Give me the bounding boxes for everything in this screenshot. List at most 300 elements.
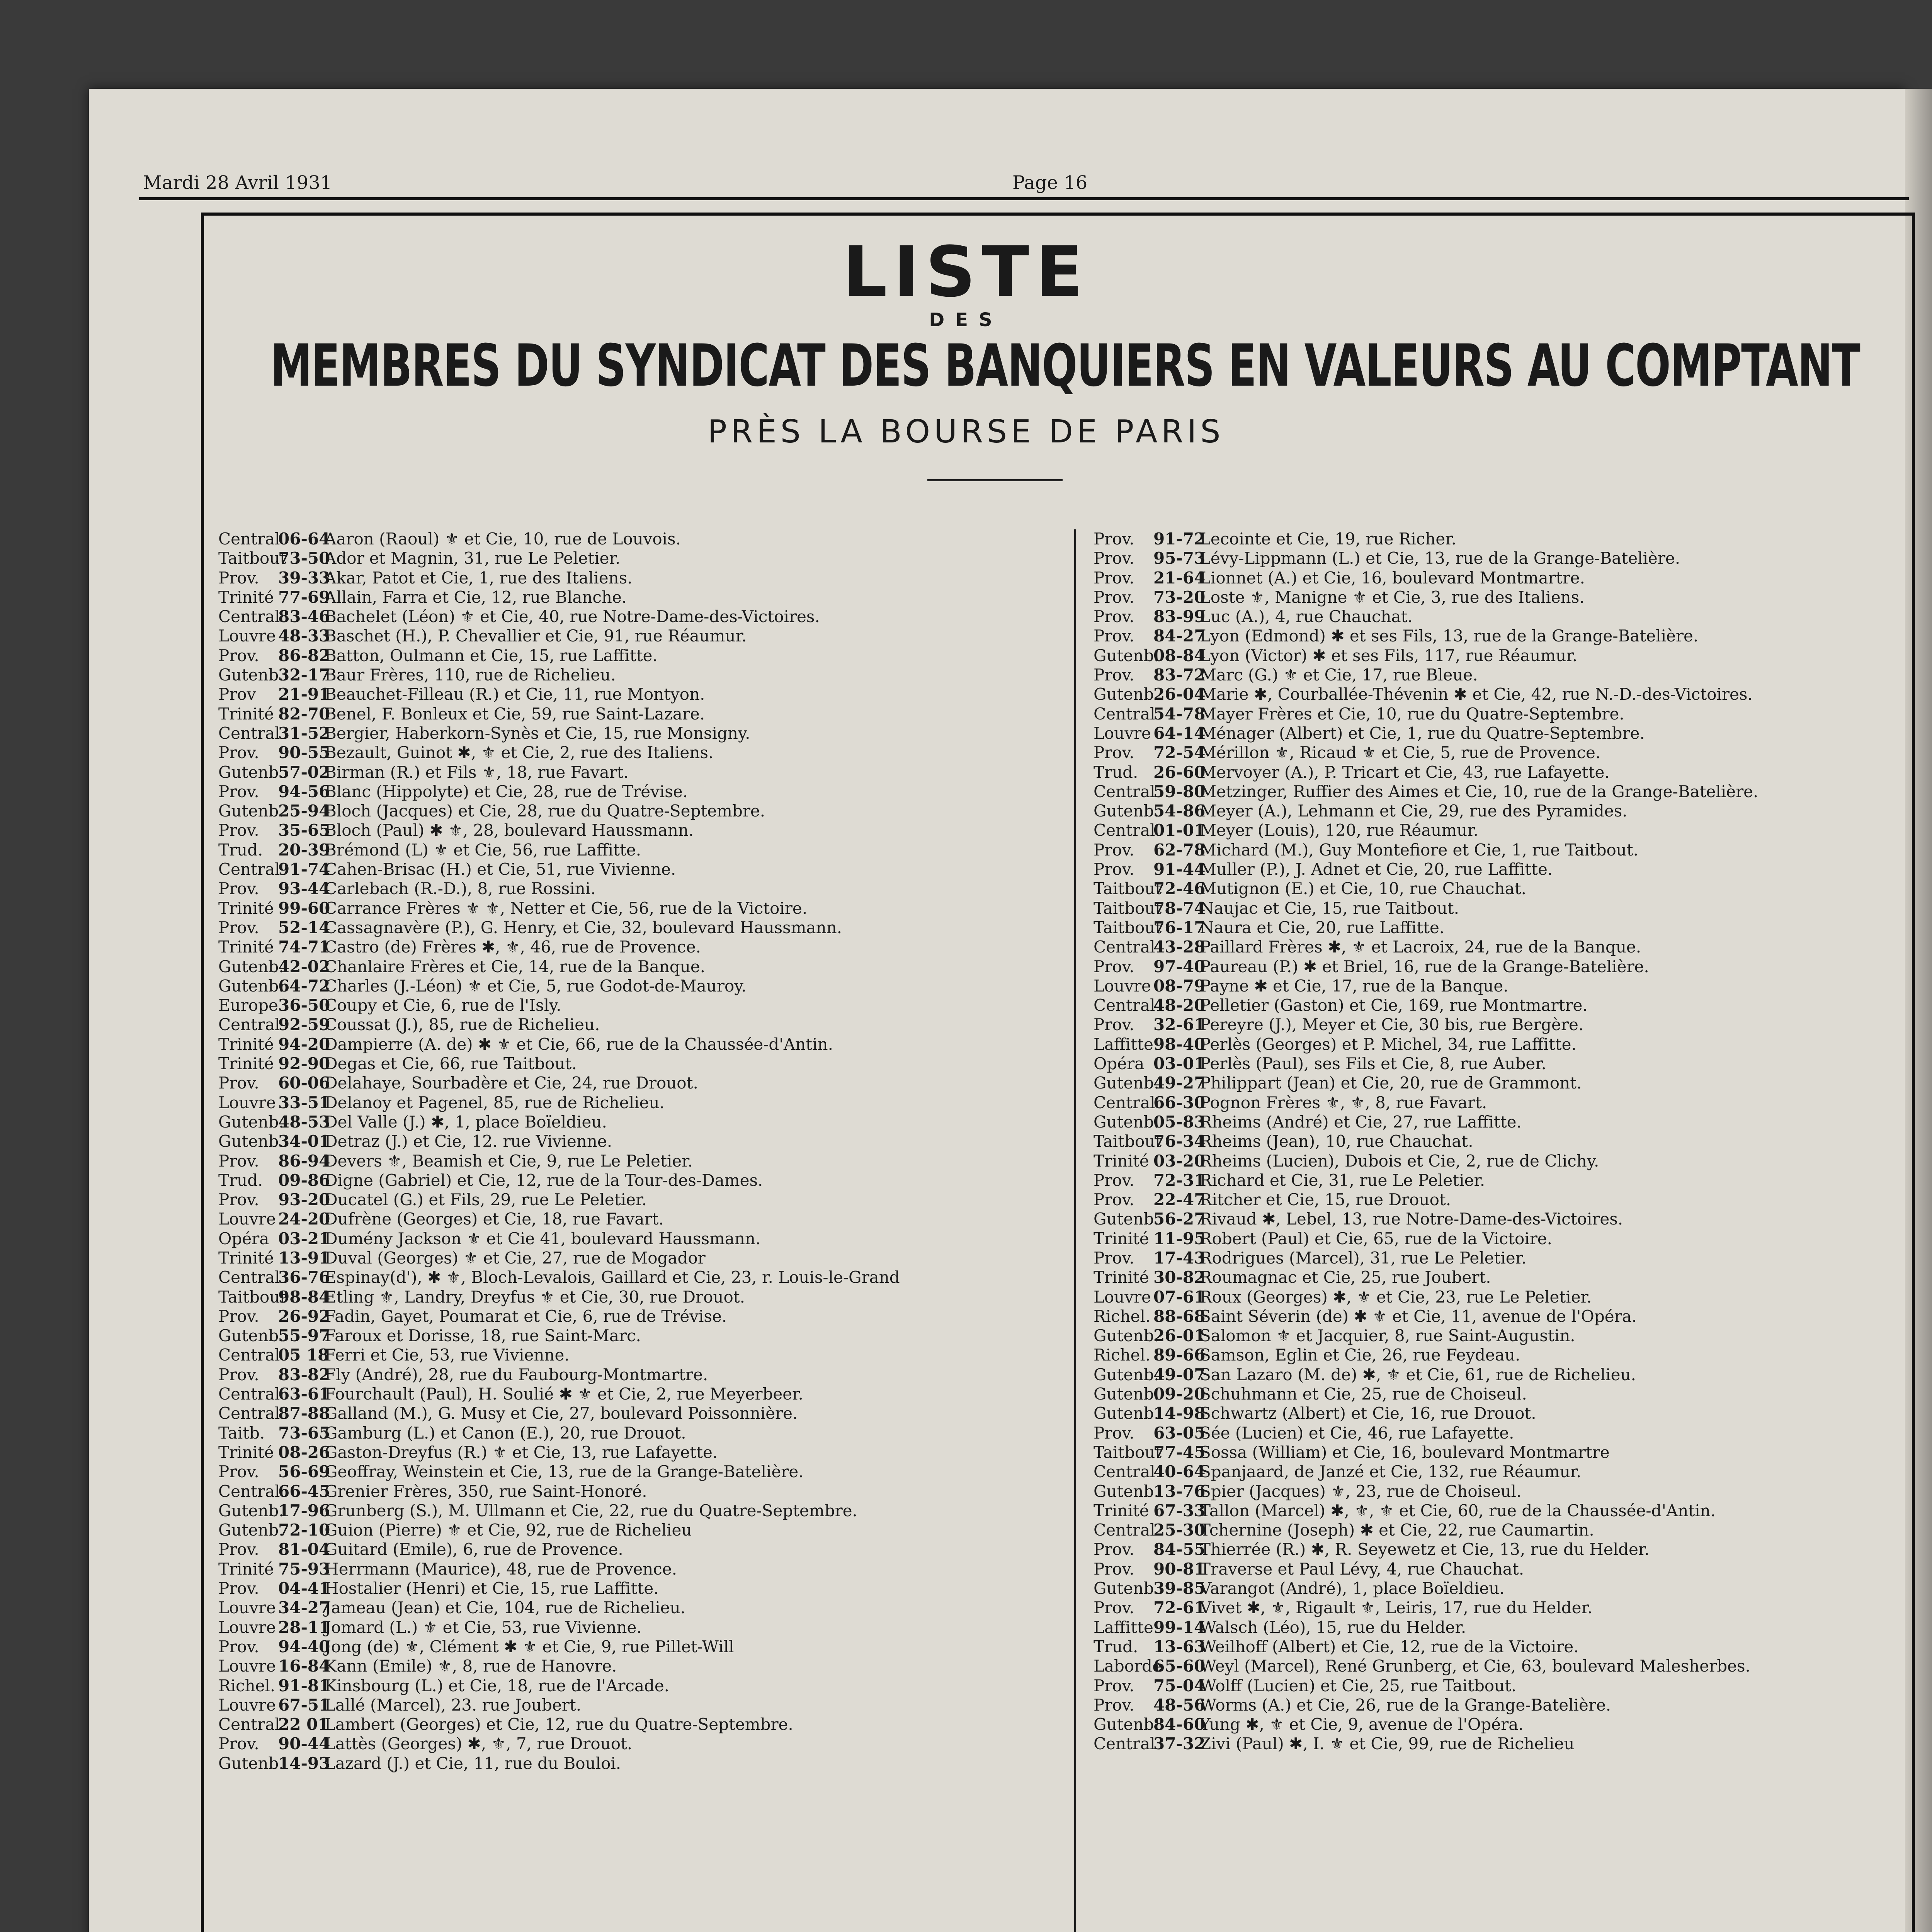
exchange-name: Taitbout [218, 549, 287, 568]
member-row [218, 1171, 900, 1190]
phone-number: 83-82 [278, 1365, 330, 1384]
member-entry: Spier (Jacques) ⚜, 23, rue de Choiseul. [1200, 1481, 1522, 1501]
member-row [218, 1501, 900, 1520]
phone-number: 57-02 [278, 762, 330, 782]
member-entry: Jong (de) ⚜, Clément ✱ ⚜ et Cie, 9, rue Pillet-Will [325, 1637, 734, 1656]
member-row [1094, 1287, 1758, 1307]
member-row [1094, 1482, 1758, 1501]
member-entry: Philippart (Jean) et Cie, 20, rue de Grammont. [1200, 1073, 1582, 1093]
member-entry: Espinay(d'), ✱ ⚜, Bloch-Levalois, Gaillard et Cie, 23, r. Louis-le-Grand [325, 1268, 900, 1287]
phone-number: 13-63 [1153, 1637, 1206, 1656]
member-entry: Kann (Emile) ⚜, 8, rue de Hanovre. [325, 1656, 617, 1676]
member-entry: Walsch (Léo), 15, rue du Helder. [1200, 1617, 1466, 1637]
member-row [1094, 529, 1758, 549]
member-entry: Yung ✱, ⚜ et Cie, 9, avenue de l'Opéra. [1200, 1715, 1524, 1734]
member-entry: Coupy et Cie, 6, rue de l'Isly. [325, 996, 561, 1015]
exchange-name: Prov. [218, 1637, 259, 1656]
member-row [218, 879, 900, 898]
exchange-name: Prov. [1094, 568, 1134, 587]
exchange-name: Opéra [1094, 1054, 1145, 1073]
member-entry: Fourchault (Paul), H. Soulié ✱ ⚜ et Cie, 2, rue Meyerbeer. [325, 1384, 803, 1404]
exchange-name: Prov. [218, 1306, 259, 1326]
member-row [218, 724, 900, 743]
exchange-name: Prov. [218, 646, 259, 665]
member-entry: Cassagnavère (P.), G. Henry, et Cie, 32, boulevard Haussmann. [325, 918, 842, 937]
member-row [1094, 1404, 1758, 1423]
member-row [218, 996, 900, 1015]
exchange-name: Prov. [218, 879, 259, 898]
phone-number: 72-61 [1153, 1598, 1206, 1617]
phone-number: 06-64 [278, 529, 330, 548]
member-entry: Digne (Gabriel) et Cie, 12, rue de la Tour-des-Dames. [325, 1170, 763, 1190]
column-divider [1074, 529, 1076, 1932]
member-entry: Etling ⚜, Landry, Dreyfus ⚜ et Cie, 30, rue Drouot. [325, 1287, 745, 1306]
exchange-name: Gutenb. [1094, 1365, 1159, 1384]
exchange-name: Central [218, 723, 280, 743]
phone-number: 09-86 [278, 1170, 330, 1190]
member-entry: Hostalier (Henri) et Cie, 15, rue Laffitte. [325, 1579, 659, 1598]
phone-number: 11-95 [1153, 1229, 1206, 1248]
member-row [1094, 1054, 1758, 1073]
phone-number: 17-43 [1153, 1248, 1206, 1267]
exchange-name: Richel. [1094, 1345, 1151, 1365]
member-entry: Cahen-Brisac (H.) et Cie, 51, rue Vivienne. [325, 860, 676, 879]
phone-number: 90-81 [1153, 1559, 1206, 1578]
exchange-name: Gutenb. [1094, 1715, 1159, 1734]
phone-number: 03-01 [1153, 1054, 1206, 1073]
member-row [218, 1443, 900, 1462]
member-entry: Loste ⚜, Manigne ⚜ et Cie, 3, rue des Italiens. [1200, 587, 1585, 607]
exchange-name: Opéra [218, 1229, 269, 1248]
member-entry: Brémond (L) ⚜ et Cie, 56, rue Laffitte. [325, 840, 641, 859]
member-row [1094, 879, 1758, 898]
exchange-name: Prov [218, 685, 256, 704]
exchange-name: Gutenb. [1094, 1404, 1159, 1423]
exchange-name: Central [218, 1345, 280, 1365]
members-column-right [1094, 529, 1758, 1754]
phone-number: 24-20 [278, 1209, 330, 1229]
member-entry: Mayer Frères et Cie, 10, rue du Quatre-Septembre. [1200, 704, 1624, 723]
member-row [1094, 763, 1758, 782]
phone-number: 35-65 [278, 821, 330, 840]
phone-number: 77-69 [278, 587, 330, 607]
member-row [1094, 1248, 1758, 1268]
member-entry: Metzinger, Ruffier des Aimes et Cie, 10, rue de la Grange-Batelière. [1200, 782, 1759, 801]
member-row [218, 801, 900, 821]
exchange-name: Gutenb. [218, 1520, 284, 1540]
phone-number: 72-54 [1153, 743, 1206, 762]
member-row [218, 1540, 900, 1559]
exchange-name: Trinité [218, 1054, 274, 1073]
phone-number: 48-56 [1153, 1695, 1206, 1714]
member-entry: Spanjaard, de Janzé et Cie, 132, rue Réaumur. [1200, 1462, 1582, 1481]
phone-number: 72-46 [1153, 879, 1206, 898]
phone-number: 01-01 [1153, 821, 1206, 840]
exchange-name: Central [1094, 1093, 1155, 1112]
phone-number: 75-04 [1153, 1676, 1206, 1695]
member-entry: Roumagnac et Cie, 25, rue Joubert. [1200, 1268, 1491, 1287]
exchange-name: Gutenb. [1094, 1384, 1159, 1404]
exchange-name: Gutenb. [218, 665, 284, 685]
phone-number: 94-40 [278, 1637, 330, 1656]
member-entry: Lyon (Victor) ✱ et ses Fils, 117, rue Réaumur. [1200, 646, 1578, 665]
member-row [1094, 1696, 1758, 1715]
exchange-name: Trinité [1094, 1268, 1149, 1287]
phone-number: 08-84 [1153, 646, 1206, 665]
member-row [218, 1384, 900, 1404]
member-entry: Rodrigues (Marcel), 31, rue Le Peletier. [1200, 1248, 1527, 1267]
member-row [1094, 801, 1758, 821]
phone-number: 22 01 [278, 1715, 329, 1734]
phone-number: 90-44 [278, 1734, 330, 1753]
phone-number: 32-61 [1153, 1015, 1206, 1034]
member-entry: Jomard (L.) ⚜ et Cie, 53, rue Vivienne. [325, 1617, 642, 1637]
member-entry: Michard (M.), Guy Montefiore et Cie, 1, rue Taitbout. [1200, 840, 1639, 859]
member-entry: Saint Séverin (de) ✱ ⚜ et Cie, 11, avenue de l'Opéra. [1200, 1306, 1637, 1326]
exchange-name: Gutenb. [1094, 1481, 1159, 1501]
member-row [1094, 1209, 1758, 1229]
phone-number: 98-84 [278, 1287, 330, 1306]
member-entry: Mutignon (E.) et Cie, 10, rue Chauchat. [1200, 879, 1526, 898]
member-row [1094, 1307, 1758, 1326]
member-entry: Duval (Georges) ⚜ et Cie, 27, rue de Mogador [325, 1248, 706, 1267]
exchange-name: Prov. [1094, 1559, 1134, 1578]
phone-number: 48-20 [1153, 996, 1206, 1015]
exchange-name: Taitbout [1094, 898, 1162, 918]
exchange-name: Trud. [1094, 762, 1138, 782]
member-row [218, 1734, 900, 1753]
exchange-name: Prov. [218, 821, 259, 840]
member-row [218, 1209, 900, 1229]
member-row [218, 1307, 900, 1326]
exchange-name: Prov. [1094, 957, 1134, 976]
exchange-name: Trinité [1094, 1151, 1149, 1170]
member-entry: Galland (M.), G. Musy et Cie, 27, boulevard Poissonnière. [325, 1404, 798, 1423]
member-row [218, 1054, 900, 1073]
phone-number: 78-74 [1153, 898, 1206, 918]
exchange-name: Prov. [1094, 626, 1134, 646]
exchange-name: Trinité [218, 937, 274, 957]
exchange-name: Prov. [218, 782, 259, 801]
member-entry: Rheims (André) et Cie, 27, rue Laffitte. [1200, 1112, 1522, 1131]
member-entry: Bachelet (Léon) ⚜ et Cie, 40, rue Notre-Dame-des-Victoires. [325, 607, 820, 626]
member-entry: Schuhmann et Cie, 25, rue de Choiseul. [1200, 1384, 1527, 1404]
member-row [1094, 1540, 1758, 1559]
member-entry: Jameau (Jean) et Cie, 104, rue de Richelieu. [325, 1598, 686, 1617]
phone-number: 87-88 [278, 1404, 330, 1423]
member-row [1094, 724, 1758, 743]
member-entry: Lattès (Georges) ✱, ⚜, 7, rue Drouot. [325, 1734, 633, 1753]
member-entry: Fadin, Gayet, Poumarat et Cie, 6, rue de Trévise. [325, 1306, 727, 1326]
member-entry: Weilhoff (Albert) et Cie, 12, rue de la Victoire. [1200, 1637, 1579, 1656]
exchange-name: Gutenb. [218, 957, 284, 976]
member-entry: Sée (Lucien) et Cie, 46, rue Lafayette. [1200, 1423, 1514, 1442]
phone-number: 97-40 [1153, 957, 1206, 976]
phone-number: 39-33 [278, 568, 330, 587]
exchange-name: Prov. [1094, 549, 1134, 568]
exchange-name: Prov. [218, 1579, 259, 1598]
member-entry: Marc (G.) ⚜ et Cie, 17, rue Bleue. [1200, 665, 1478, 685]
title-main: MEMBRES DU SYNDICAT DES BANQUIERS EN VALEURS AU COMPTANT [270, 332, 1860, 400]
phone-number: 49-07 [1153, 1365, 1206, 1384]
member-row [218, 1462, 900, 1481]
phone-number: 54-86 [1153, 801, 1206, 821]
member-entry: Benel, F. Bonleux et Cie, 59, rue Saint-Lazare. [325, 704, 705, 723]
member-row [218, 529, 900, 549]
phone-number: 67-33 [1153, 1501, 1206, 1520]
exchange-name: Trinité [218, 1559, 274, 1578]
phone-number: 73-20 [1153, 587, 1206, 607]
member-entry: Bergier, Haberkorn-Synès et Cie, 15, rue Monsigny. [325, 723, 750, 743]
member-entry: Salomon ⚜ et Jacquier, 8, rue Saint-Augustin. [1200, 1326, 1575, 1345]
exchange-name: Gutenb. [218, 1326, 284, 1345]
member-row [1094, 976, 1758, 996]
phone-number: 62-78 [1153, 840, 1206, 859]
phone-number: 13-91 [278, 1248, 330, 1267]
exchange-name: Taitbout [218, 1287, 287, 1306]
member-entry: Ducatel (G.) et Fils, 29, rue Le Peletier. [325, 1190, 647, 1209]
member-entry: Grenier Frères, 350, rue Saint-Honoré. [325, 1481, 647, 1501]
exchange-name: Central [1094, 1462, 1155, 1481]
member-row [218, 1326, 900, 1345]
phone-number: 88-68 [1153, 1306, 1206, 1326]
member-row [218, 957, 900, 976]
member-row [1094, 1598, 1758, 1617]
member-entry: Lévy-Lippmann (L.) et Cie, 13, rue de la Grange-Batelière. [1200, 549, 1680, 568]
phone-number: 56-69 [278, 1462, 330, 1481]
member-row [1094, 685, 1758, 704]
exchange-name: Prov. [1094, 743, 1134, 762]
exchange-name: Central [1094, 1734, 1155, 1753]
member-entry: Faroux et Dorisse, 18, rue Saint-Marc. [325, 1326, 641, 1345]
phone-number: 82-70 [278, 704, 330, 723]
exchange-name: Prov. [1094, 1190, 1134, 1209]
phone-number: 98-40 [1153, 1034, 1206, 1054]
member-entry: Geoffray, Weinstein et Cie, 13, rue de la Grange-Batelière. [325, 1462, 804, 1481]
title-liste: LISTE [843, 232, 1089, 313]
member-row [218, 1287, 900, 1307]
member-entry: Naura et Cie, 20, rue Laffitte. [1200, 918, 1445, 937]
title-des: DES [929, 309, 1003, 331]
exchange-name: Central [1094, 704, 1155, 723]
phone-number: 08-26 [278, 1442, 330, 1462]
issue-date: Mardi 28 Avril 1931 [143, 172, 332, 194]
member-entry: Weyl (Marcel), René Grunberg, et Cie, 63, boulevard Malesherbes. [1200, 1656, 1750, 1676]
exchange-name: Central [1094, 782, 1155, 801]
exchange-name: Central [1094, 1520, 1155, 1540]
exchange-name: Central [218, 529, 280, 548]
exchange-name: Gutenb. [1094, 685, 1159, 704]
exchange-name: Prov. [218, 743, 259, 762]
exchange-name: Taitbout [1094, 1132, 1162, 1151]
member-row [218, 704, 900, 724]
member-row [1094, 1093, 1758, 1112]
member-entry: Wolff (Lucien) et Cie, 25, rue Taitbout. [1200, 1676, 1517, 1695]
exchange-name: Central [218, 1268, 280, 1287]
member-entry: Robert (Paul) et Cie, 65, rue de la Victoire. [1200, 1229, 1553, 1248]
member-entry: Roux (Georges) ✱, ⚜ et Cie, 23, rue Le Peletier. [1200, 1287, 1592, 1306]
member-entry: Blanc (Hippolyte) et Cie, 28, rue de Trévise. [325, 782, 688, 801]
phone-number: 76-17 [1153, 918, 1206, 937]
phone-number: 14-93 [278, 1753, 330, 1773]
exchange-name: Trinité [218, 1248, 274, 1267]
member-row [1094, 937, 1758, 957]
member-entry: Baur Frères, 110, rue de Richelieu. [325, 665, 616, 685]
member-entry: Payne ✱ et Cie, 17, rue de la Banque. [1200, 976, 1509, 995]
member-row [1094, 1560, 1758, 1579]
phone-number: 66-30 [1153, 1093, 1206, 1112]
member-entry: Del Valle (J.) ✱, 1, place Boïeldieu. [325, 1112, 607, 1131]
exchange-name: Central [218, 1481, 280, 1501]
exchange-name: Trud. [1094, 1637, 1138, 1656]
member-entry: Mervoyer (A.), P. Tricart et Cie, 43, rue Lafayette. [1200, 762, 1610, 782]
member-entry: Zivi (Paul) ✱, I. ⚜ et Cie, 99, rue de Richelieu [1200, 1734, 1575, 1753]
member-entry: Mérillon ⚜, Ricaud ⚜ et Cie, 5, rue de Provence. [1200, 743, 1601, 762]
phone-number: 30-82 [1153, 1268, 1206, 1287]
exchange-name: Taitbout [1094, 879, 1162, 898]
exchange-name: Taitbout [1094, 918, 1162, 937]
exchange-name: Laffitte [1094, 1617, 1153, 1637]
member-entry: Allain, Farra et Cie, 12, rue Blanche. [325, 587, 627, 607]
member-row [1094, 1171, 1758, 1190]
exchange-name: Prov. [1094, 587, 1134, 607]
phone-number: 86-82 [278, 646, 330, 665]
member-entry: Tchernine (Joseph) ✱ et Cie, 22, rue Caumartin. [1200, 1520, 1594, 1540]
exchange-name: Europe [218, 996, 278, 1015]
member-row [218, 1132, 900, 1151]
member-row [218, 1637, 900, 1656]
exchange-name: Richel. [218, 1676, 276, 1695]
member-row [1094, 1229, 1758, 1248]
member-row [218, 1754, 900, 1773]
member-row [1094, 1520, 1758, 1540]
member-row [218, 840, 900, 860]
exchange-name: Trinité [218, 704, 274, 723]
phone-number: 14-98 [1153, 1404, 1206, 1423]
member-row [1094, 1112, 1758, 1132]
member-entry: Coussat (J.), 85, rue de Richelieu. [325, 1015, 600, 1034]
member-entry: Bezault, Guinot ✱, ⚜ et Cie, 2, rue des Italiens. [325, 743, 714, 762]
exchange-name: Trud. [218, 1170, 263, 1190]
member-entry: Paillard Frères ✱, ⚜ et Lacroix, 24, rue de la Banque. [1200, 937, 1641, 957]
exchange-name: Central [218, 1715, 280, 1734]
exchange-name: Gutenb. [218, 801, 284, 821]
member-entry: Kinsbourg (L.) et Cie, 18, rue de l'Arcade. [325, 1676, 670, 1695]
member-row [1094, 1365, 1758, 1384]
exchange-name: Gutenb. [1094, 646, 1159, 665]
member-row [1094, 1676, 1758, 1696]
member-row [1094, 1637, 1758, 1656]
phone-number: 32-17 [278, 665, 330, 685]
exchange-name: Louvre [218, 1656, 276, 1676]
phone-number: 94-20 [278, 1034, 330, 1054]
exchange-name: Prov. [1094, 1695, 1134, 1714]
member-entry: Delanoy et Pagenel, 85, rue de Richelieu. [325, 1093, 665, 1112]
title-sub: PRÈS LA BOURSE DE PARIS [707, 413, 1225, 450]
member-row [218, 1093, 900, 1112]
member-entry: Ador et Magnin, 31, rue Le Peletier. [325, 549, 621, 568]
member-row [1094, 1073, 1758, 1093]
member-row [1094, 704, 1758, 724]
phone-number: 72-31 [1153, 1170, 1206, 1190]
member-row [1094, 1190, 1758, 1209]
member-entry: Rivaud ✱, Lebel, 13, rue Notre-Dame-des-Victoires. [1200, 1209, 1623, 1229]
phone-number: 20-39 [278, 840, 330, 859]
phone-number: 26-92 [278, 1306, 330, 1326]
phone-number: 16-84 [278, 1656, 330, 1676]
member-row [1094, 1015, 1758, 1034]
phone-number: 09-20 [1153, 1384, 1206, 1404]
phone-number: 66-45 [278, 1481, 330, 1501]
phone-number: 48-33 [278, 626, 330, 646]
phone-number: 83-46 [278, 607, 330, 626]
member-entry: Beauchet-Filleau (R.) et Cie, 11, rue Montyon. [325, 685, 705, 704]
exchange-name: Prov. [218, 1190, 259, 1209]
member-entry: Tallon (Marcel) ✱, ⚜, ⚜ et Cie, 60, rue de la Chaussée-d'Antin. [1200, 1501, 1716, 1520]
member-row [1094, 1443, 1758, 1462]
phone-number: 33-51 [278, 1093, 330, 1112]
member-entry: Lambert (Georges) et Cie, 12, rue du Quatre-Septembre. [325, 1715, 793, 1734]
member-row [1094, 1132, 1758, 1151]
member-row [1094, 1462, 1758, 1481]
member-entry: Perlès (Georges) et P. Michel, 34, rue Laffitte. [1200, 1034, 1577, 1054]
member-row [1094, 899, 1758, 918]
exchange-name: Gutenb. [218, 1112, 284, 1131]
member-row [1094, 840, 1758, 860]
exchange-name: Central [218, 1404, 280, 1423]
member-row [1094, 1423, 1758, 1443]
member-entry: Pelletier (Gaston) et Cie, 169, rue Montmartre. [1200, 996, 1588, 1015]
member-row [1094, 957, 1758, 976]
phone-number: 84-60 [1153, 1715, 1206, 1734]
exchange-name: Prov. [1094, 840, 1134, 859]
exchange-name: Trinité [1094, 1501, 1149, 1520]
phone-number: 63-61 [278, 1384, 330, 1404]
member-row [218, 782, 900, 801]
phone-number: 36-50 [278, 996, 330, 1015]
exchange-name: Prov. [218, 1365, 259, 1384]
member-entry: Marie ✱, Courballée-Thévenin ✱ et Cie, 42, rue N.-D.-des-Victoires. [1200, 685, 1753, 704]
member-entry: Lecointe et Cie, 19, rue Richer. [1200, 529, 1457, 548]
phone-number: 25-30 [1153, 1520, 1206, 1540]
member-entry: Herrmann (Maurice), 48, rue de Provence. [325, 1559, 677, 1578]
phone-number: 90-55 [278, 743, 330, 762]
phone-number: 56-27 [1153, 1209, 1206, 1229]
phone-number: 22-47 [1153, 1190, 1206, 1209]
member-row [218, 1345, 900, 1365]
exchange-name: Louvre [1094, 1287, 1151, 1306]
exchange-name: Prov. [1094, 1676, 1134, 1695]
member-entry: Samson, Eglin et Cie, 26, rue Feydeau. [1200, 1345, 1520, 1365]
exchange-name: Prov. [1094, 607, 1134, 626]
member-row [1094, 607, 1758, 626]
member-row [218, 568, 900, 588]
member-entry: Bloch (Jacques) et Cie, 28, rue du Quatre-Septembre. [325, 801, 765, 821]
member-entry: Delahaye, Sourbadère et Cie, 24, rue Drouot. [325, 1073, 698, 1093]
member-row [1094, 1579, 1758, 1598]
phone-number: 25-94 [278, 801, 330, 821]
member-entry: Chanlaire Frères et Cie, 14, rue de la Banque. [325, 957, 706, 976]
member-entry: Worms (A.) et Cie, 26, rue de la Grange-Batelière. [1200, 1695, 1611, 1714]
phone-number: 99-60 [278, 898, 330, 918]
exchange-name: Prov. [1094, 1170, 1134, 1190]
phone-number: 94-56 [278, 782, 330, 801]
exchange-name: Louvre [218, 1695, 276, 1714]
member-row [218, 1151, 900, 1171]
member-row [218, 763, 900, 782]
phone-number: 63-05 [1153, 1423, 1206, 1442]
member-entry: Baschet (H.), P. Chevallier et Cie, 91, rue Réaumur. [325, 626, 747, 646]
